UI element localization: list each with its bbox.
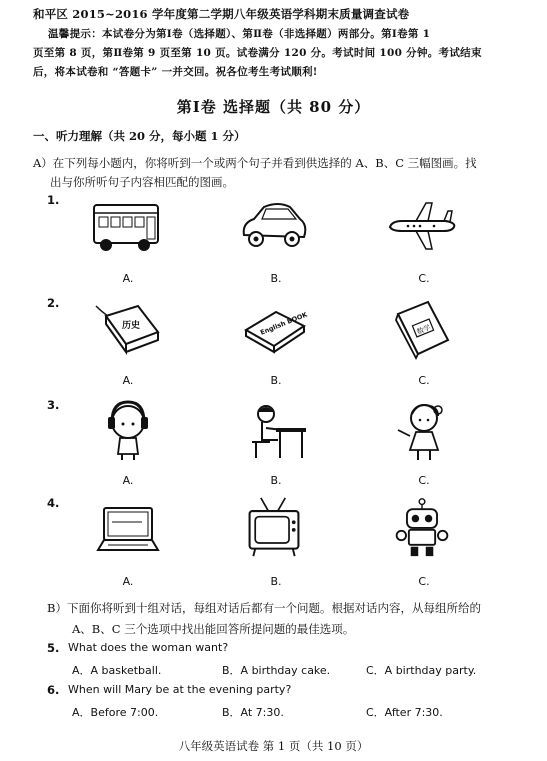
bus-picture (90, 195, 162, 257)
option-b-label: B. (270, 272, 282, 285)
question-number: 2. (47, 296, 60, 310)
option-c-label: C. (418, 272, 430, 285)
tv-picture (238, 496, 310, 558)
listening-headphones-picture (92, 400, 164, 462)
instruction-a-line-2: 出与你所听句子内容相匹配的图画。 (50, 175, 234, 189)
car-picture (238, 195, 310, 257)
question-number: 1. (47, 193, 60, 207)
option-a-label: A. (122, 575, 134, 588)
english-book-picture (238, 298, 310, 360)
question-text: When will Mary be at the evening party? (68, 683, 292, 696)
singing-girl-picture (386, 400, 458, 462)
history-book-title: 历史 (122, 321, 141, 331)
tip-line-2: 页至第 8 页，第Ⅱ卷第 9 页至第 10 页。试卷满分 120 分。考试时间 100 分钟。考试结束 (33, 47, 482, 59)
math-book-title: 数学 (415, 323, 432, 337)
answer-option-c: C．After 7:30. (366, 706, 443, 719)
answer-option-b: B．A birthday cake. (222, 664, 331, 677)
question-number: 5. (47, 641, 60, 655)
question-text: What does the woman want? (68, 641, 229, 654)
airplane-picture (386, 195, 458, 257)
robot-picture (386, 496, 458, 558)
option-a-label: A. (122, 272, 134, 285)
option-c-label: C. (418, 575, 430, 588)
option-c-label: C. (418, 474, 430, 487)
answer-option-c: C．A birthday party. (366, 664, 477, 677)
page-footer: 八年级英语试卷 第 1 页（共 10 页） (178, 739, 369, 753)
instruction-b-line-2: A、B、C 三个选项中找出能回答所提问题的最佳选项。 (72, 622, 355, 636)
history-book-picture (92, 298, 164, 360)
tip-line-3: 后，将本试卷和 “答题卡” 一并交回。祝各位考生考试顺利! (33, 66, 318, 78)
answer-option-a: A．Before 7:00. (72, 706, 159, 719)
math-book-picture (386, 298, 458, 360)
option-b-label: B. (270, 374, 282, 387)
option-b-label: B. (270, 575, 282, 588)
option-b-label: B. (270, 474, 282, 487)
option-c-label: C. (418, 374, 430, 387)
option-a-label: A. (122, 374, 134, 387)
answer-option-a: A．A basketball. (72, 664, 162, 677)
part-title: 第Ⅰ卷 选择题（共 80 分） (176, 98, 371, 116)
english-book-title: English BOOK (259, 310, 309, 337)
exam-header: 和平区 2015~2016 学年度第二学期八年级英语学科期末质量调查试卷 (33, 7, 410, 21)
question-number: 4. (47, 496, 60, 510)
instruction-a-line-1: A）在下列每小题内，你将听到一个或两个句子并看到供选择的 A、B、C 三幅图画。找 (33, 156, 477, 170)
tip-line-1: 温馨提示：本试卷分为第Ⅰ卷（选择题）、第Ⅱ卷（非选择题）两部分。第Ⅰ卷第 1 (48, 28, 431, 40)
answer-option-b: B．At 7:30. (222, 706, 284, 719)
writing-at-desk-picture (238, 400, 310, 462)
option-a-label: A. (122, 474, 134, 487)
laptop-picture (92, 500, 164, 562)
question-number: 3. (47, 398, 60, 412)
section-title: 一、听力理解（共 20 分，每小题 1 分） (33, 129, 246, 143)
question-number: 6. (47, 683, 60, 697)
instruction-b-line-1: B）下面你将听到十组对话，每组对话后都有一个问题。根据对话内容，从每组所给的 (47, 601, 481, 615)
